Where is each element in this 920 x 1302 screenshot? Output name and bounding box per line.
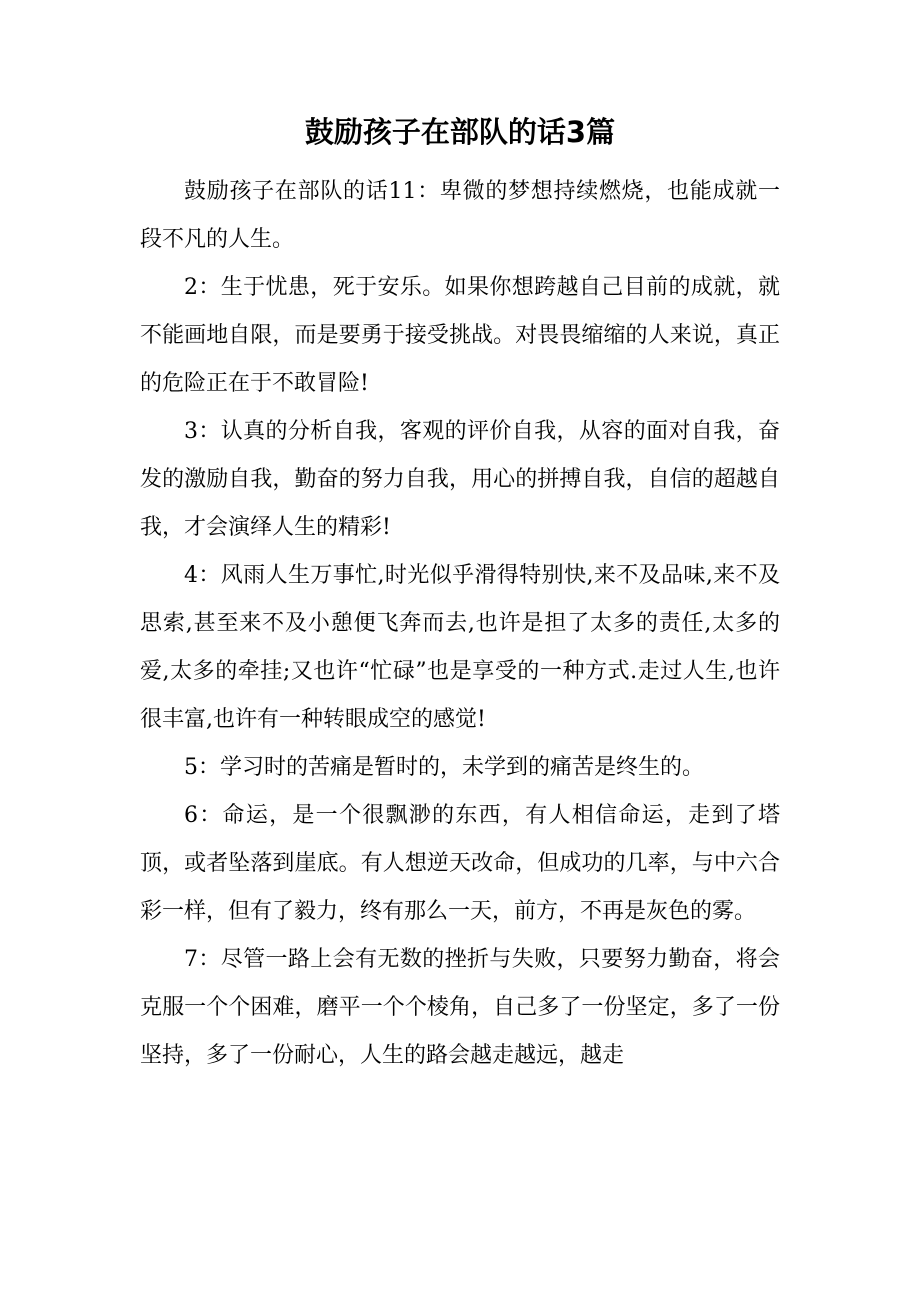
paragraph-4: 4：风雨人生万事忙,时光似乎滑得特别快,来不及品味,来不及思索,甚至来不及小憩便飞奔而去,也许是担了太多的责任,太多的爱,太多的牵挂;又也许“忙碌”也是享受的一种方式.走过人生,也许很丰富,也许有一种转眼成空的感觉! [140,563,780,732]
paragraph-5: 5：学习时的苦痛是暂时的，未学到的痛苦是终生的。 [184,755,704,780]
paragraph-1: 鼓励孩子在部队的话11：卑微的梦想持续燃烧，也能成就一段不凡的人生。 [140,179,780,252]
paragraph-3: 3：认真的分析自我，客观的评价自我，从容的面对自我，奋发的激励自我，勤奋的努力自我，用心的拼搏自我，自信的超越自我，才会演绎人生的精彩! [140,419,780,540]
paragraph-7: 7：尽管一路上会有无数的挫折与失败，只要努力勤奋，将会克服一个个困难，磨平一个个棱角，自己多了一份坚定，多了一份坚持，多了一份耐心，人生的路会越走越远，越走 [140,947,780,1068]
document-body [140,168,780,1080]
document-title: 鼓励孩子在部队的话3篇 [304,115,616,149]
paragraph-6: 6：命运，是一个很飘渺的东西，有人相信命运，走到了塔顶，或者坠落到崖底。有人想逆天改命，但成功的几率，与中六合彩一样，但有了毅力，终有那么一天，前方，不再是灰色的雾。 [140,803,780,924]
paragraph-2: 2：生于忧患，死于安乐。如果你想跨越自己目前的成就，就不能画地自限，而是要勇于接受挑战。对畏畏缩缩的人来说，真正的危险正在于不敢冒险! [140,275,780,396]
